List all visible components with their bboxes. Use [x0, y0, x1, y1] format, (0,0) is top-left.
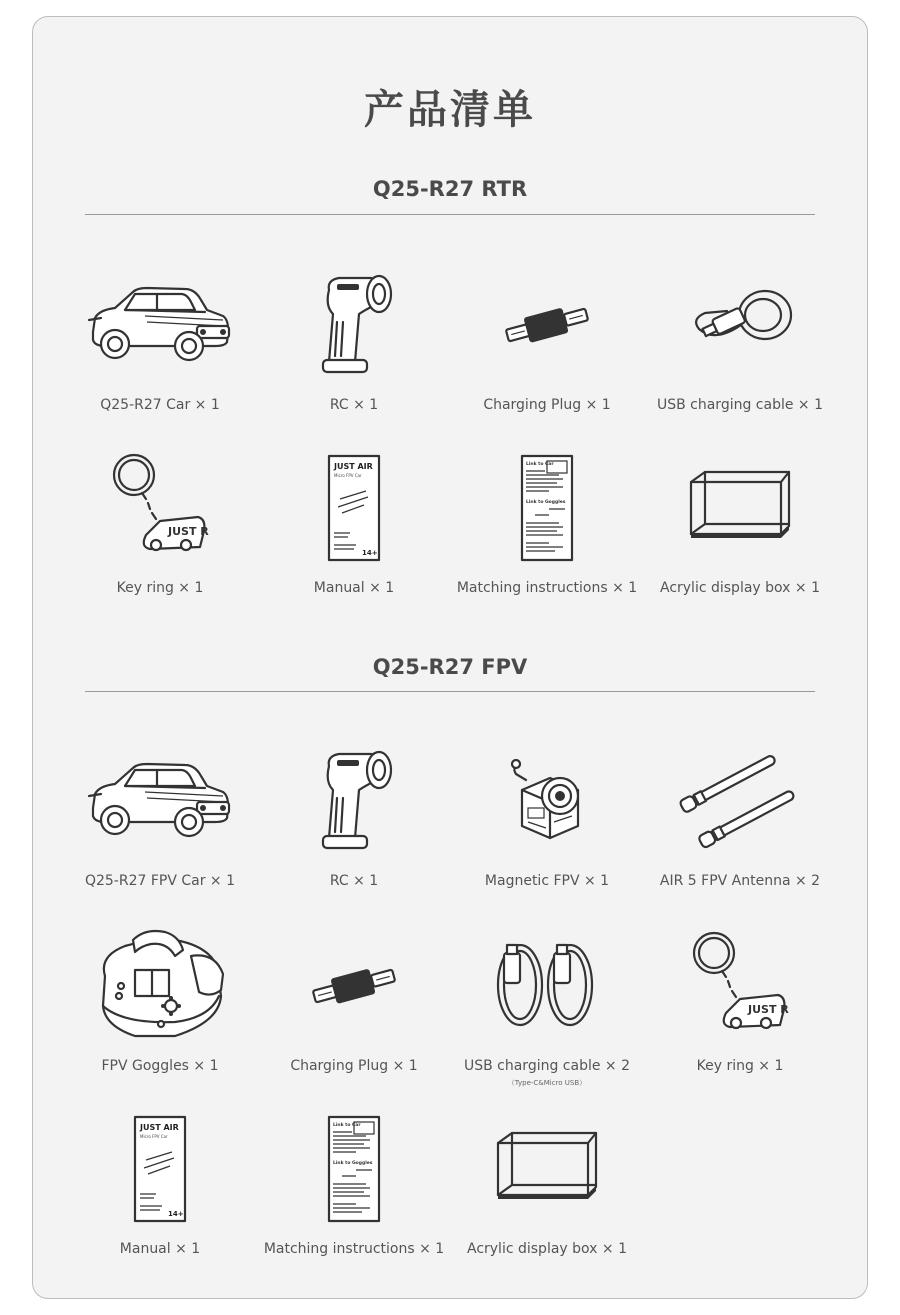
package-item [447, 438, 647, 618]
keyring-text: JUST R [168, 525, 209, 538]
package-item [254, 438, 454, 618]
svg-text:Link to Car: Link to Car [333, 1123, 361, 1128]
package-item [60, 438, 260, 618]
section-divider-fpv [85, 691, 815, 692]
svg-text:14+: 14+ [362, 549, 378, 557]
keyring-text: JUST R [748, 1003, 789, 1016]
package-item [447, 916, 647, 1096]
package-item [640, 916, 840, 1096]
item-label: Charging Plug × 1 [290, 1058, 418, 1074]
item-label: USB charging cable × 1 [656, 397, 824, 413]
item-label: Matching instructions × 1 [456, 580, 638, 596]
package-item [254, 1099, 454, 1279]
package-item [447, 1099, 647, 1279]
fpv-camera-icon [447, 731, 647, 871]
key-ring-icon [60, 438, 260, 578]
package-item [60, 916, 260, 1096]
svg-text:Link to Goggles: Link to Goggles [526, 500, 566, 505]
item-label: Acrylic display box × 1 [466, 1241, 627, 1257]
package-item [254, 731, 454, 911]
charging-plug-icon [254, 916, 454, 1056]
remote-control-icon [254, 731, 454, 871]
usb-cables-icon [447, 916, 647, 1056]
instructions-icon [254, 1099, 454, 1239]
item-label: FPV Goggles × 1 [101, 1058, 219, 1074]
svg-text:JUST AIR: JUST AIR [334, 462, 373, 471]
manual-icon [60, 1099, 260, 1239]
manual-icon [254, 438, 454, 578]
item-label: Q25-R27 Car × 1 [100, 397, 220, 413]
display-box-icon [640, 438, 840, 578]
item-label: Key ring × 1 [116, 580, 204, 596]
package-item [447, 731, 647, 911]
item-sublabel: （Type-C&Micro USB） [507, 1079, 587, 1087]
item-label: USB charging cable × 2 [463, 1058, 631, 1074]
antenna-icon [640, 731, 840, 871]
package-item [254, 255, 454, 435]
package-item [640, 731, 840, 911]
item-label: RC × 1 [329, 873, 379, 889]
item-label: Q25-R27 FPV Car × 1 [84, 873, 236, 889]
svg-text:14+: 14+ [168, 1210, 184, 1218]
car-icon [60, 731, 260, 871]
svg-text:Micro FPV Car: Micro FPV Car [334, 473, 362, 478]
instructions-icon [447, 438, 647, 578]
item-label: Matching instructions × 1 [263, 1241, 445, 1257]
package-item [640, 255, 840, 435]
fpv-goggles-icon [60, 916, 260, 1056]
item-label: Manual × 1 [313, 580, 395, 596]
display-box-icon [447, 1099, 647, 1239]
package-item [254, 916, 454, 1096]
key-ring-icon [640, 916, 840, 1056]
package-item [60, 731, 260, 911]
item-label: Manual × 1 [119, 1241, 201, 1257]
item-label: Acrylic display box × 1 [659, 580, 820, 596]
package-item [447, 255, 647, 435]
usb-cable-icon [640, 255, 840, 395]
section-title-fpv: Q25-R27 FPV [372, 655, 528, 679]
item-label: Key ring × 1 [696, 1058, 784, 1074]
remote-control-icon [254, 255, 454, 395]
package-item [60, 1099, 260, 1279]
item-label: Charging Plug × 1 [483, 397, 611, 413]
package-item [640, 438, 840, 618]
svg-text:Micro FPV Car: Micro FPV Car [140, 1134, 168, 1139]
charging-plug-icon [447, 255, 647, 395]
section-title-rtr: Q25-R27 RTR [372, 177, 528, 201]
package-item [60, 255, 260, 435]
svg-text:JUST AIR: JUST AIR [140, 1123, 179, 1132]
page-title: 产品清单 [364, 87, 536, 133]
item-label: AIR 5 FPV Antenna × 2 [659, 873, 821, 889]
item-label: Magnetic FPV × 1 [484, 873, 610, 889]
item-label: RC × 1 [329, 397, 379, 413]
svg-text:Link to Car: Link to Car [526, 462, 554, 467]
section-divider-rtr [85, 214, 815, 215]
car-icon [60, 255, 260, 395]
svg-text:Link to Goggles: Link to Goggles [333, 1161, 373, 1166]
